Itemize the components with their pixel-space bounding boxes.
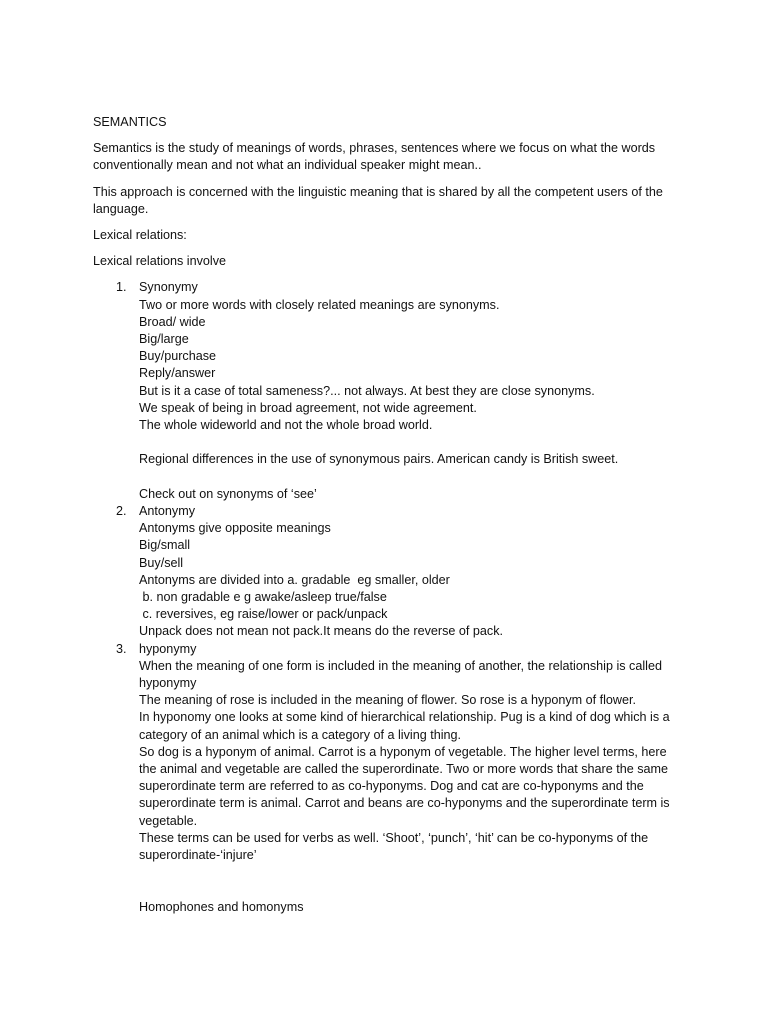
document-body (93, 114, 683, 916)
blank-line (139, 864, 683, 898)
list-line: b. non gradable e g awake/asleep true/false (139, 590, 387, 605)
list-line: c. reversives, eg raise/lower or pack/unpack (139, 607, 388, 622)
list-line: The whole wideworld and not the whole broad world. (139, 418, 433, 433)
list-line: Regional differences in the use of synonymous pairs. American candy is British sweet. (139, 452, 619, 467)
list-line: Unpack does not mean not pack.It means do the reverse of pack. (139, 624, 504, 639)
intro-paragraph: This approach is concerned with the linguistic meaning that is shared by all the competent users of the language. (93, 184, 663, 216)
list-line: The meaning of rose is included in the meaning of flower. So rose is a hyponym of flower. (139, 693, 637, 708)
list-line: But is it a case of total sameness?... not always. At best they are close synonyms. (139, 383, 595, 398)
list-line: Big/small (139, 538, 191, 553)
list-item-synonymy (93, 279, 683, 503)
numbered-list (93, 279, 683, 915)
list-item-heading: Antonymy (139, 504, 195, 519)
list-line: Reply/answer (139, 366, 216, 381)
list-line: Big/large (139, 332, 189, 347)
intro-paragraph: Semantics is the study of meanings of words, phrases, sentences where we focus on what the words conventionally mean and not what an individual speaker might mean.. (93, 141, 656, 173)
blank-line (139, 434, 683, 451)
list-line: Two or more words with closely related meanings are synonyms. (139, 297, 500, 312)
list-line: Buy/sell (139, 555, 184, 570)
list-line: So dog is a hyponym of animal. Carrot is a hyponym of vegetable. The higher level terms, here the animal and vegetable are called the superordinate. Two or more words that share the same superordinate term are referred to as co-hyponyms. Dog and cat are co-hyponyms and the superordinate term is animal. Carrot and beans are co-hyponyms and the superordinate term is vegetable. (139, 744, 674, 828)
section-label: Lexical relations: (93, 228, 187, 243)
list-number: 3. (116, 641, 127, 656)
list-item-heading: Synonymy (139, 280, 198, 295)
list-number: 1. (116, 280, 127, 295)
list-number: 2. (116, 504, 127, 519)
list-line: Antonyms give opposite meanings (139, 521, 331, 536)
section-label: Lexical relations involve (93, 254, 227, 269)
list-line: When the meaning of one form is included in the meaning of another, the relationship is called hyponymy (139, 658, 666, 691)
list-line: Antonyms are divided into a. gradable eg smaller, older (139, 572, 450, 587)
document-title: SEMANTICS (93, 115, 167, 129)
list-line: These terms can be used for verbs as well. ‘Shoot’, ‘punch’, ‘hit’ can be co-hyponyms of the superordinate-‘injure’ (139, 830, 652, 863)
list-line: We speak of being in broad agreement, not wide agreement. (139, 400, 477, 415)
list-line: Check out on synonyms of ‘see’ (139, 486, 317, 501)
list-line: In hyponomy one looks at some kind of hierarchical relationship. Pug is a kind of dog which is a category of an animal which is a category of a living thing. (139, 710, 674, 742)
list-line: Buy/purchase (139, 349, 217, 364)
list-item-hyponymy (93, 641, 683, 916)
trailing-heading: Homophones and homonyms (139, 899, 304, 914)
blank-line (139, 469, 683, 486)
list-item-antonymy (93, 503, 683, 641)
list-line: Broad/ wide (139, 314, 206, 329)
list-item-heading: hyponymy (139, 641, 197, 656)
